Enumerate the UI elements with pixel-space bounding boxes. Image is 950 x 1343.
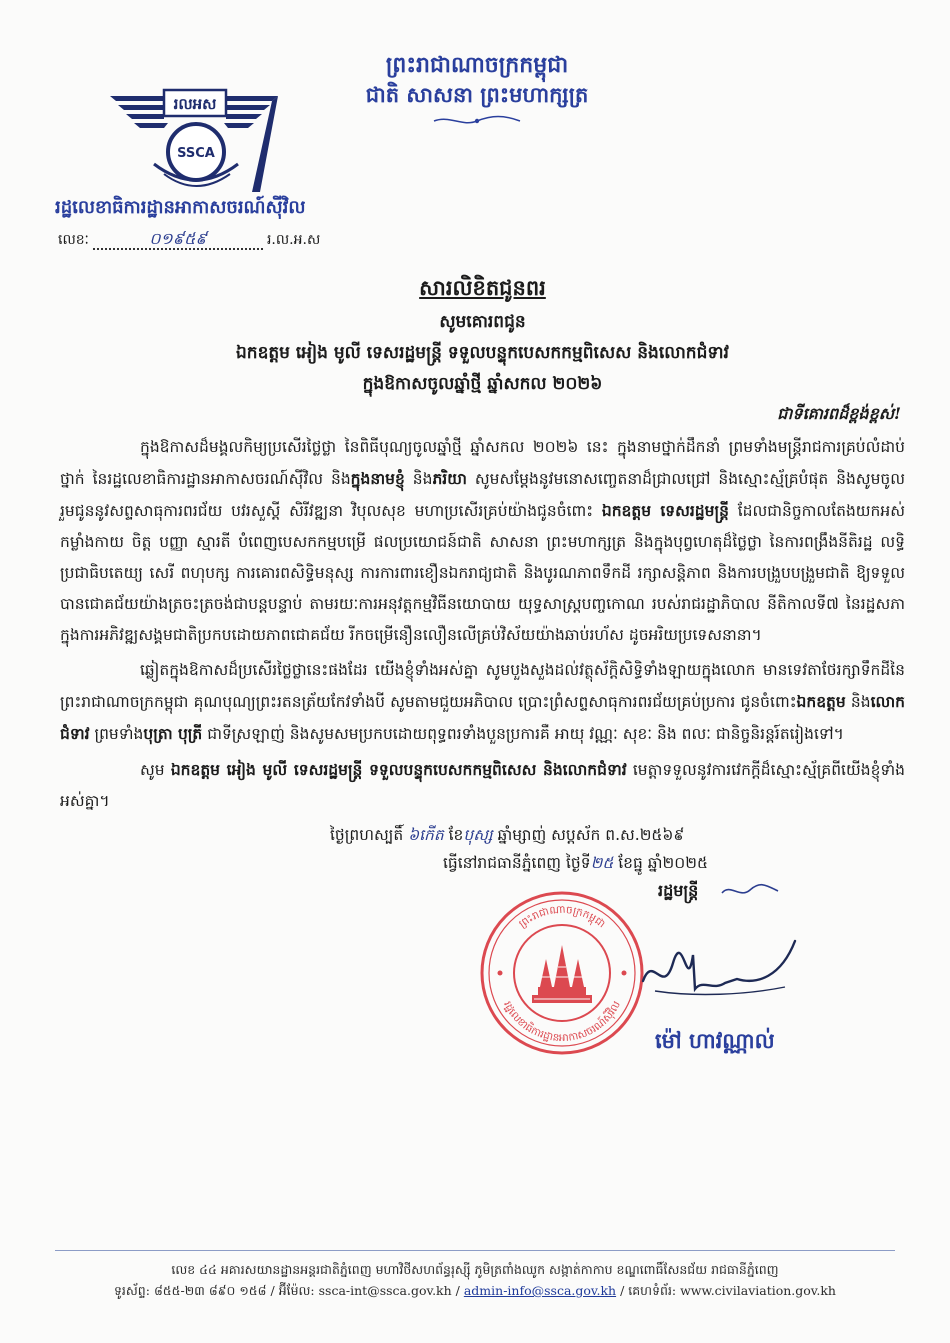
email-secondary: admin-info@ssca.gov.kh [463,1283,617,1298]
handwritten-signature [635,933,810,1005]
email-primary: ssca-int@ssca.gov.kh [318,1283,452,1298]
bold-segment: ឯកឧត្តម [796,692,846,711]
separator: / [451,1283,464,1298]
separator: / [616,1283,629,1298]
text-segment: និង [845,693,871,711]
solar-prefix: ធ្វើនៅរាជធានីភ្នំពេញ ថ្ងៃទី [443,854,591,872]
letter-title: សារលិខិតជូនពរ [419,275,546,300]
bold-segment: ឯកឧត្តម អៀង មូលី ទេសរដ្ឋមន្ត្រី ទទួលបន្ទុកបេសកកម្មពិសេស និងលោកជំទាវ [170,760,627,779]
lunar-suffix: ឆ្នាំម្សាញ់ សប្តស័ក ព.ស.២៥៦៩ [492,826,685,844]
official-seal [478,889,646,1057]
footer-address: លេខ ៤៤ អគារសយានដ្ឋានអន្តរជាតិភ្នំពេញ មហាវិថីសហព័ន្ធរុស្ស៊ី ភូមិត្រពាំងឈូក សង្កាត់កាកាប ខណ្ឌពោធិ៍សែនជ័យ រាជធានីភ្នំពេញ [171,1262,779,1277]
phone-number: ៨៥៥-២៣ ៨៩០ ១៥៨ [153,1283,267,1298]
letter-footer [55,1250,895,1301]
seal-bottom-text: រដ្ឋលេខាធិការដ្ឋានអាកាសចរណ៍ស៊ីវិល [500,999,624,1045]
footer-contact [55,1280,895,1301]
signer-name: ម៉ៅ ហាវណ្ណាល់ [655,1028,775,1053]
addressee-line-1: ឯកឧត្តម អៀង មូលី ទេសរដ្ឋមន្ត្រី ទទួលបន្ទុកបេសកកម្មពិសេស និងលោកជំទាវ [236,343,729,363]
website-label: គេហទំព័រ: [628,1283,681,1298]
lunar-month: បុស្ស [463,826,493,844]
letter-body [60,270,905,1091]
phone-label: ទូរស័ព្ទ: [114,1283,154,1298]
lunar-month-label: ខែ [443,826,464,844]
national-motto: ជាតិ សាសនា ព្រះមហាក្សត្រ [365,82,589,107]
text-segment: ដែលជានិច្ចកាលតែងយកអស់កម្លាំងកាយ ចិត្ត បញ្ញា ស្មារតី បំពេញបេសកកម្មបម្រើ ផលប្រយោជន៍ជាតិ សាសនា ព្រះមហាក្សត្រ និងក្នុងបុព្វហេតុដ៏ថ្លៃថ្លា នៃការពង្រឹងនីតិរដ្ឋ លទ្ធិប្រជាធិបតេយ្យ សេរី ពហុបក្ស ការគោរពសិទ្ធិមនុស្ស ការការពារខឿនឯករាជ្យជាតិ និងបូរណភាពទឹកដី រក្សាសន្តិភាព និងការបង្រួបបង្រួមជាតិ ឱ្យទទួលបានជោគជ័យយ៉ាងត្រចះត្រចង់ជាបន្តបន្ទាប់ តាមរយៈការអនុវត្តកម្មវិធីនយោបាយ យុទ្ធសាស្ត្របញ្ចកោណ របស់រាជរដ្ឋាភិបាល នីតិកាលទី៧ នៃរដ្ឋសភា ក្នុងការអភិវឌ្ឍសង្គមជាតិប្រកបដោយភាពជោគជ័យ រីកចម្រើនឿនលឿនលើគ្រប់វិស័យយ៉ាងឆាប់រហ័ស ដូចអរិយប្រទេសនានា។ [60,502,905,644]
addressee-line-2: ក្នុងឱកាសចូលឆ្នាំថ្មី ឆ្នាំសកល ២០២៦ [362,374,603,394]
website-url: www.civilaviation.gov.kh [680,1283,836,1298]
ink-squiggle-icon [720,881,780,901]
separator: / [266,1283,279,1298]
logo-acronym-en: SSCA [177,146,215,161]
paragraph-1 [60,432,905,651]
text-segment: សូម [140,761,171,779]
ref-number: ០១៩៥៩ [93,230,263,250]
text-segment: និង [404,470,433,488]
logo-acronym-kh: រលអស [173,95,217,113]
text-segment: ឆ្លៀតក្នុងឱកាសដ៏ប្រសើរថ្លៃថ្លានេះផងដែរ យើងខ្ញុំទាំងអស់គ្នា សូមបួងសួងដល់វត្ថុស័ក្តិសិទ្ធិទាំងឡាយក្នុងលោក មានទេវតាថែរក្សាទឹកដីនៃព្រះរាជាណាចក្រកម្ពុជា គុណបុណ្យព្រះរតនត្រ័យកែវទាំងបី សូមតាមជួយអភិបាល ប្រោះព្រំសព្ទសាធុការពរជ័យគ្រប់ប្រការ ជូនចំពោះ [60,661,905,711]
national-header [292,50,662,128]
ref-suffix: រ.ល.អ.ស [266,232,321,248]
footer-divider [55,1250,895,1251]
organization-name: រដ្ឋលេខាធិការដ្ឋានអាកាសចរណ៍ស៊ីវិល [55,197,306,218]
bold-segment: លោកជំទាវ [60,692,905,743]
ref-label: លេខៈ [58,232,89,248]
angkor-temple-icon [532,945,592,1003]
lunar-day: ៦កើត [408,826,444,844]
solar-day: ២៥ [590,854,614,872]
paragraph-3 [60,754,905,817]
bold-segment: ឯកឧត្តម ទេសរដ្ឋមន្ត្រី [601,501,729,520]
salutation: សូមគោរពជូន [439,312,526,332]
text-segment: ព្រមទាំង [89,725,144,743]
text-segment: សូមសម្តែងនូវមនោសញ្ចេតនាដ៏ជ្រាលជ្រៅ និងស្មោះស្ម័គ្របំផុត និងសូមចូលរួមជូននូវសព្ទសាធុការពរជ័យ បវរសួស្តី សិរីវឌ្ឍនា វិបុលសុខ មហាប្រសើរគ្រប់យ៉ាងជូនចំពោះ [60,470,906,520]
email-label: អ៊ីម៉ែល: [278,1283,319,1298]
solar-suffix: ខែធ្នូ ឆ្នាំ២០២៥ [613,854,708,872]
lunar-date [330,821,684,849]
seal-top-text: ព្រះរាជាណាចក្រកម្ពុជា [516,903,608,931]
text-segment: ក្នុងឱកាសដ៏មង្គលកិម្យប្រសើរថ្លៃថ្លា នៃពិធីបុណ្យចូលឆ្នាំថ្មី ឆ្នាំសកល ២០២៦ នេះ ក្នុងនាមថ្នាក់ដឹកនាំ ព្រមទាំងមន្ត្រីរាជការគ្រប់លំដាប់ថ្នាក់ នៃរដ្ឋលេខាធិការដ្ឋានអាកាសចរណ៍ស៊ីវិល និង [60,438,905,488]
text-segment: មេត្តាទទួលនូវការវេកក្តីដ៏ស្មោះស្ម័គ្រពីយើងខ្ញុំទាំងអស់គ្នា។ [60,761,906,810]
kingdom-title: ព្រះរាជាណាចក្រកម្ពុជា [385,52,569,78]
respect-line: ជាទីគោរពដ៏ខ្ពង់ខ្ពស់! [777,404,901,423]
ornament-divider-icon [432,114,522,128]
bold-segment: ក្នុងនាមខ្ញុំ [350,469,405,488]
signature-block [60,821,905,1091]
paragraph-2 [60,655,905,750]
ssca-logo [106,88,282,196]
signer-title: រដ្ឋមន្ត្រី [658,881,699,900]
reference-number-line [58,229,320,251]
lunar-prefix: ថ្ងៃព្រហស្បតិ៍ [330,826,409,844]
bold-segment: ភរិយា [432,469,467,488]
solar-date [443,849,708,877]
bold-segment: បុត្រា បុត្រី [143,724,203,743]
text-segment: ជាទីស្រឡាញ់ និងសូមសមប្រកបដោយពុទ្ធពរទាំងបួនប្រការគឺ អាយុ វណ្ណៈ សុខៈ និង ពលៈ ជានិច្ចនិរន្តរ៍តរៀងទៅ។ [202,725,844,743]
